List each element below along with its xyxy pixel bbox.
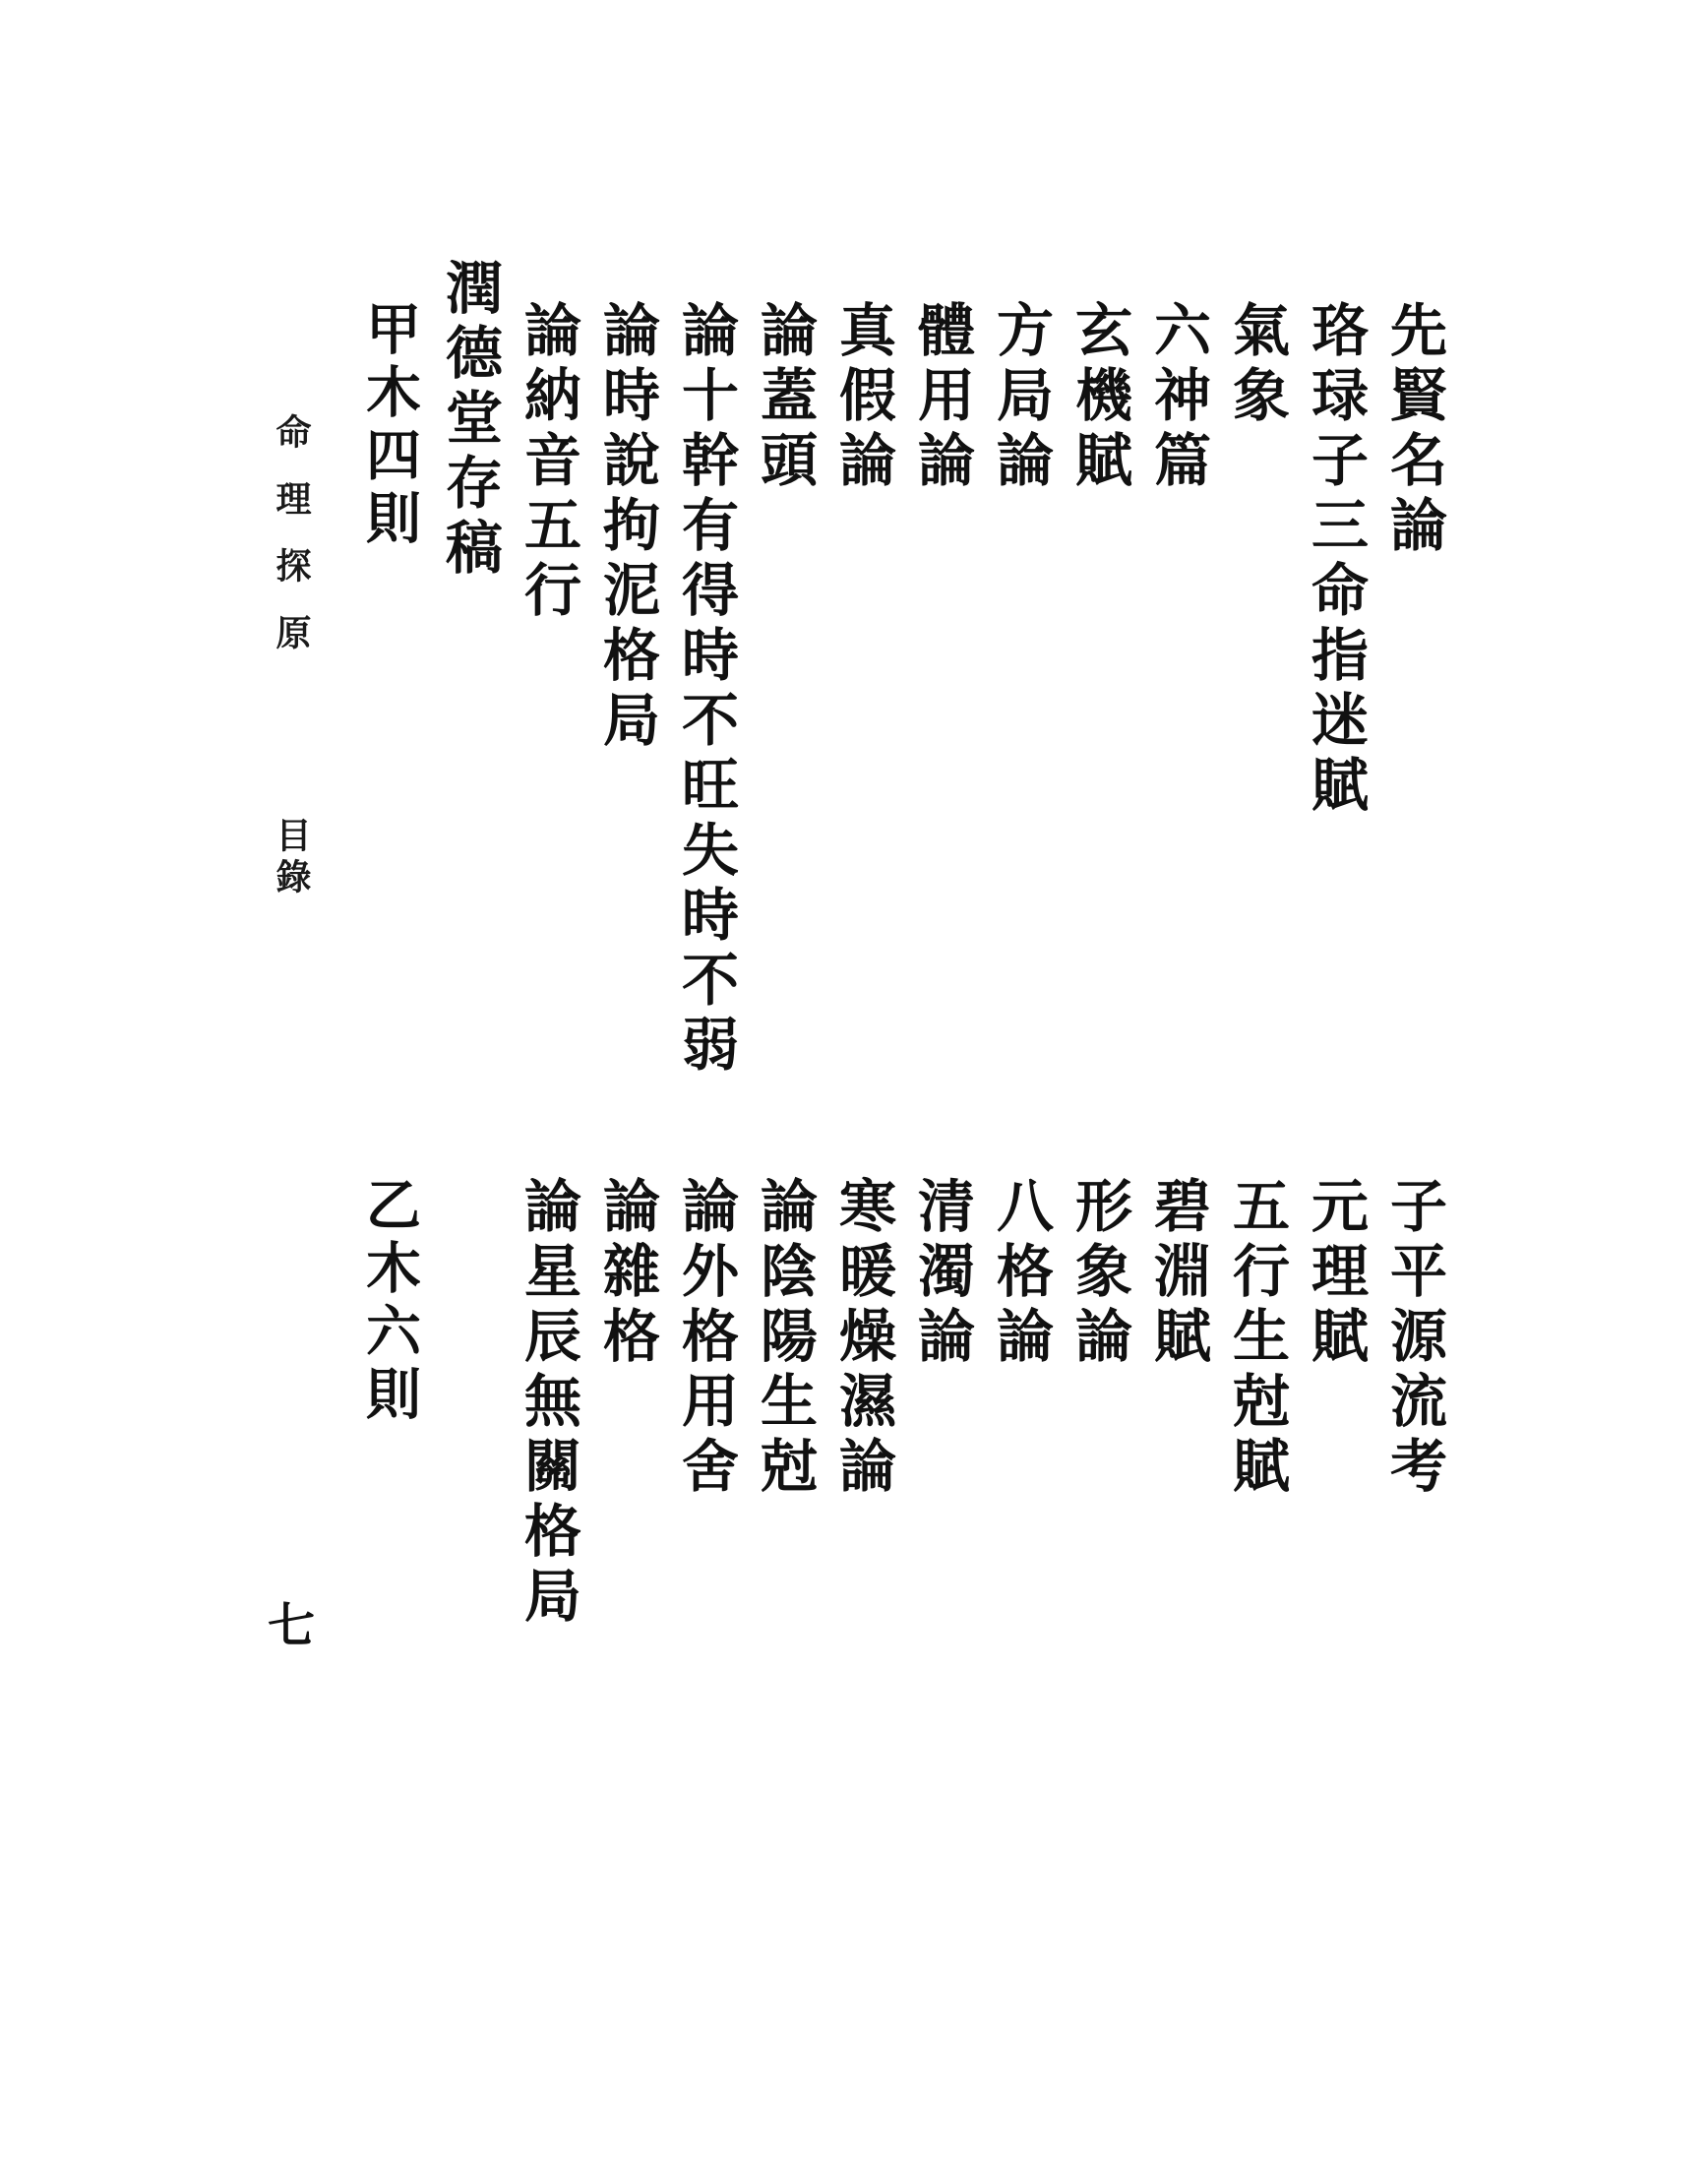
toc-entry-bottom-13: 乙木六則 [357, 1176, 422, 1428]
toc-entry-top-12: 論納音五行 [515, 300, 581, 625]
toc-entry-top-3: 氣象 [1223, 300, 1290, 430]
toc-entry-top-10: 論十幹有得時不旺失時不弱 [672, 300, 739, 1080]
toc-entry-top-5: 玄機賦 [1066, 300, 1132, 495]
toc-entry-bottom-1: 子平源流考 [1380, 1176, 1447, 1501]
toc-entry-top-4: 六神篇 [1144, 300, 1211, 495]
toc-entry-bottom-12: 論星辰無關格局 [515, 1176, 581, 1631]
toc-entry-bottom-4: 碧淵賦 [1144, 1176, 1211, 1371]
toc-entry-top-14: 甲木四則 [357, 300, 422, 552]
section-label: 目錄 [271, 817, 312, 899]
toc-entry-bottom-3: 五行生尅賦 [1223, 1176, 1290, 1501]
toc-entry-top-1: 先賢名論 [1380, 300, 1447, 560]
toc-entry-bottom-6: 八格論 [987, 1176, 1054, 1371]
toc-entry-top-13: 潤德堂存稿 [436, 258, 503, 583]
toc-entry-bottom-5: 形象論 [1066, 1176, 1132, 1371]
toc-entry-bottom-11: 論雜格 [593, 1176, 660, 1371]
toc-entry-top-2: 珞琭子三命指迷賦 [1302, 300, 1369, 820]
toc-entry-top-7: 體用論 [908, 300, 975, 495]
toc-entry-top-6: 方局論 [987, 300, 1054, 495]
toc-entry-top-11: 論時說拘泥格局 [593, 300, 660, 755]
toc-entry-top-9: 論蓋頭 [751, 300, 818, 495]
toc-entry-bottom-7: 清濁論 [908, 1176, 975, 1371]
toc-entry-bottom-2: 元理賦 [1302, 1176, 1369, 1371]
toc-entry-bottom-8: 寒暖燥濕論 [829, 1176, 896, 1501]
running-title: 命理探原 [271, 413, 312, 681]
page-number: 七 [268, 1598, 316, 1653]
toc-entry-bottom-10: 論外格用舍 [672, 1176, 739, 1501]
toc-entry-bottom-9: 論陰陽生尅 [751, 1176, 818, 1501]
toc-entry-top-8: 真假論 [829, 300, 896, 495]
